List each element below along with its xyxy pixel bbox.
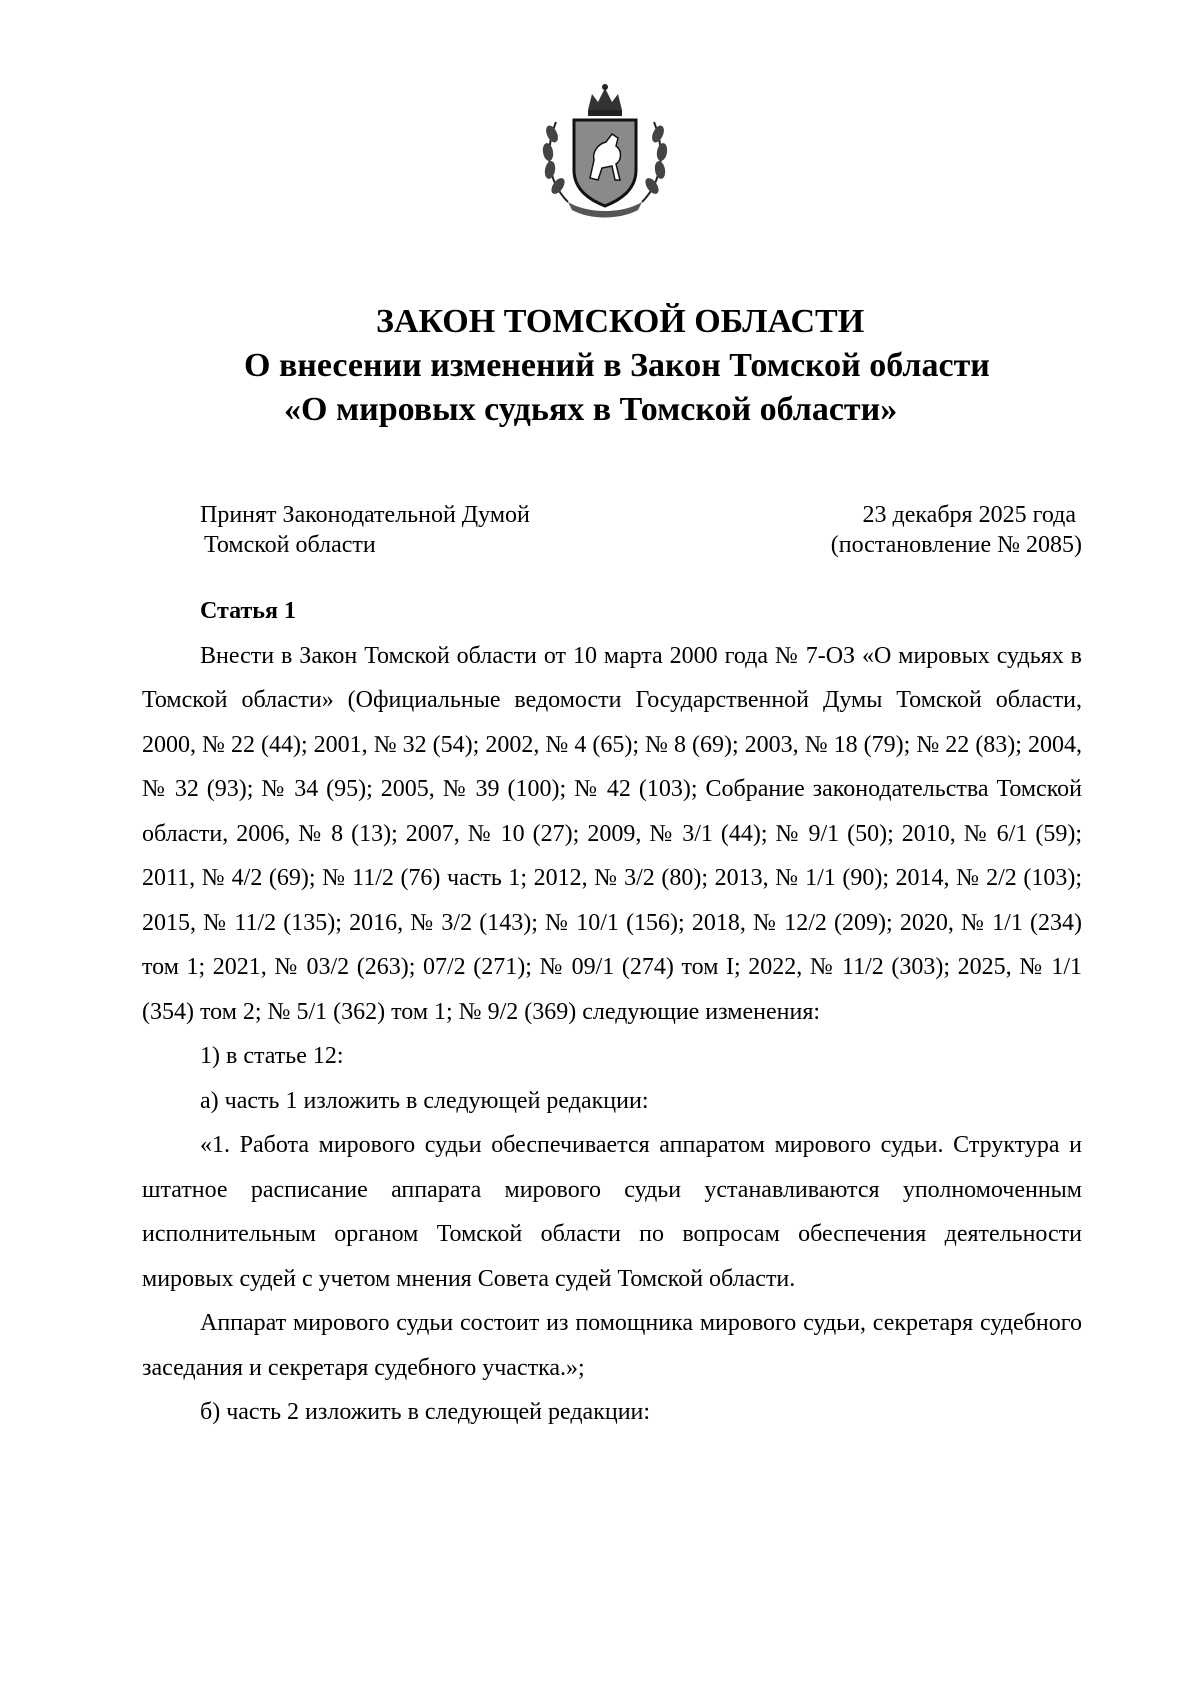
paragraph: «1. Работа мирового судьи обеспечивается аппаратом мирового судьи. Структура и штатное расписание аппарата мирового судьи устанавливаются уполномоченным исполнительным органом Томской области по вопросам обеспечения деятельности мировых судей с учетом мнения Совета судей Томской области.: [142, 1132, 1082, 1292]
title-line-3: «О мировых судьях в Томской области»: [284, 391, 898, 428]
article-heading: Статья 1: [200, 598, 296, 624]
paragraph: Внести в Закон Томской области от 10 марта 2000 года № 7-ОЗ «О мировых судьях в Томской области» (Официальные ведомости Государственной Думы Томской области, 2000, № 22 (44); 2001, № 32 (54); 2002, № 4 (65); № 8 (69); 2003, № 18 (79); № 22 (83); 2004, № 32 (93); № 34 (95); 2005, № 39 (100); № 42 (103); Собрание законодательства Томской области, 2006, № 8 (13); 2007, № 10 (27); 2009, № 3/1 (44); № 9/1 (50); 2010, № 6/1 (59); 2011, № 4/2 (69); № 11/2 (76) часть 1; 2012, № 3/2 (80); 2013, № 1/1 (90); 2014, № 2/2 (103); 2015, № 11/2 (135); 2016, № 3/2 (143); № 10/1 (156); 2018, № 12/2 (209); 2020, № 1/1 (234) том 1; 2021, № 03/2 (263); 07/2 (271); № 09/1 (274) том I; 2022, № 11/2 (303); 2025, № 1/1 (354) том 2; № 5/1 (362) том 1; № 9/2 (369) следующие изменения:: [142, 642, 1082, 1025]
resolution-number: (постановление № 2085): [830, 532, 1082, 558]
paragraph: Аппарат мирового судьи состоит из помощника мирового судьи, секретаря судебного заседания и секретаря судебного участка.»;: [142, 1310, 1082, 1381]
adopted-by-line-2: Томской области: [204, 532, 376, 558]
adopted-by: [200, 500, 530, 560]
title-line-2: О внесении изменений в Закон Томской области: [244, 347, 990, 384]
adopted-by-line-1: Принят Законодательной Думой: [200, 502, 530, 528]
paragraph: 1) в статье 12:: [200, 1043, 344, 1069]
paragraph: а) часть 1 изложить в следующей редакции:: [200, 1087, 649, 1114]
paragraph: б) часть 2 изложить в следующей редакции:: [200, 1399, 651, 1425]
adoption-date: 23 декабря 2025 года: [862, 502, 1076, 528]
title-line-1: ЗАКОН ТОМСКОЙ ОБЛАСТИ: [376, 303, 865, 340]
coat-of-arms-icon: [538, 82, 672, 220]
document-body: [142, 589, 1082, 1435]
adoption-details: [831, 500, 1082, 560]
